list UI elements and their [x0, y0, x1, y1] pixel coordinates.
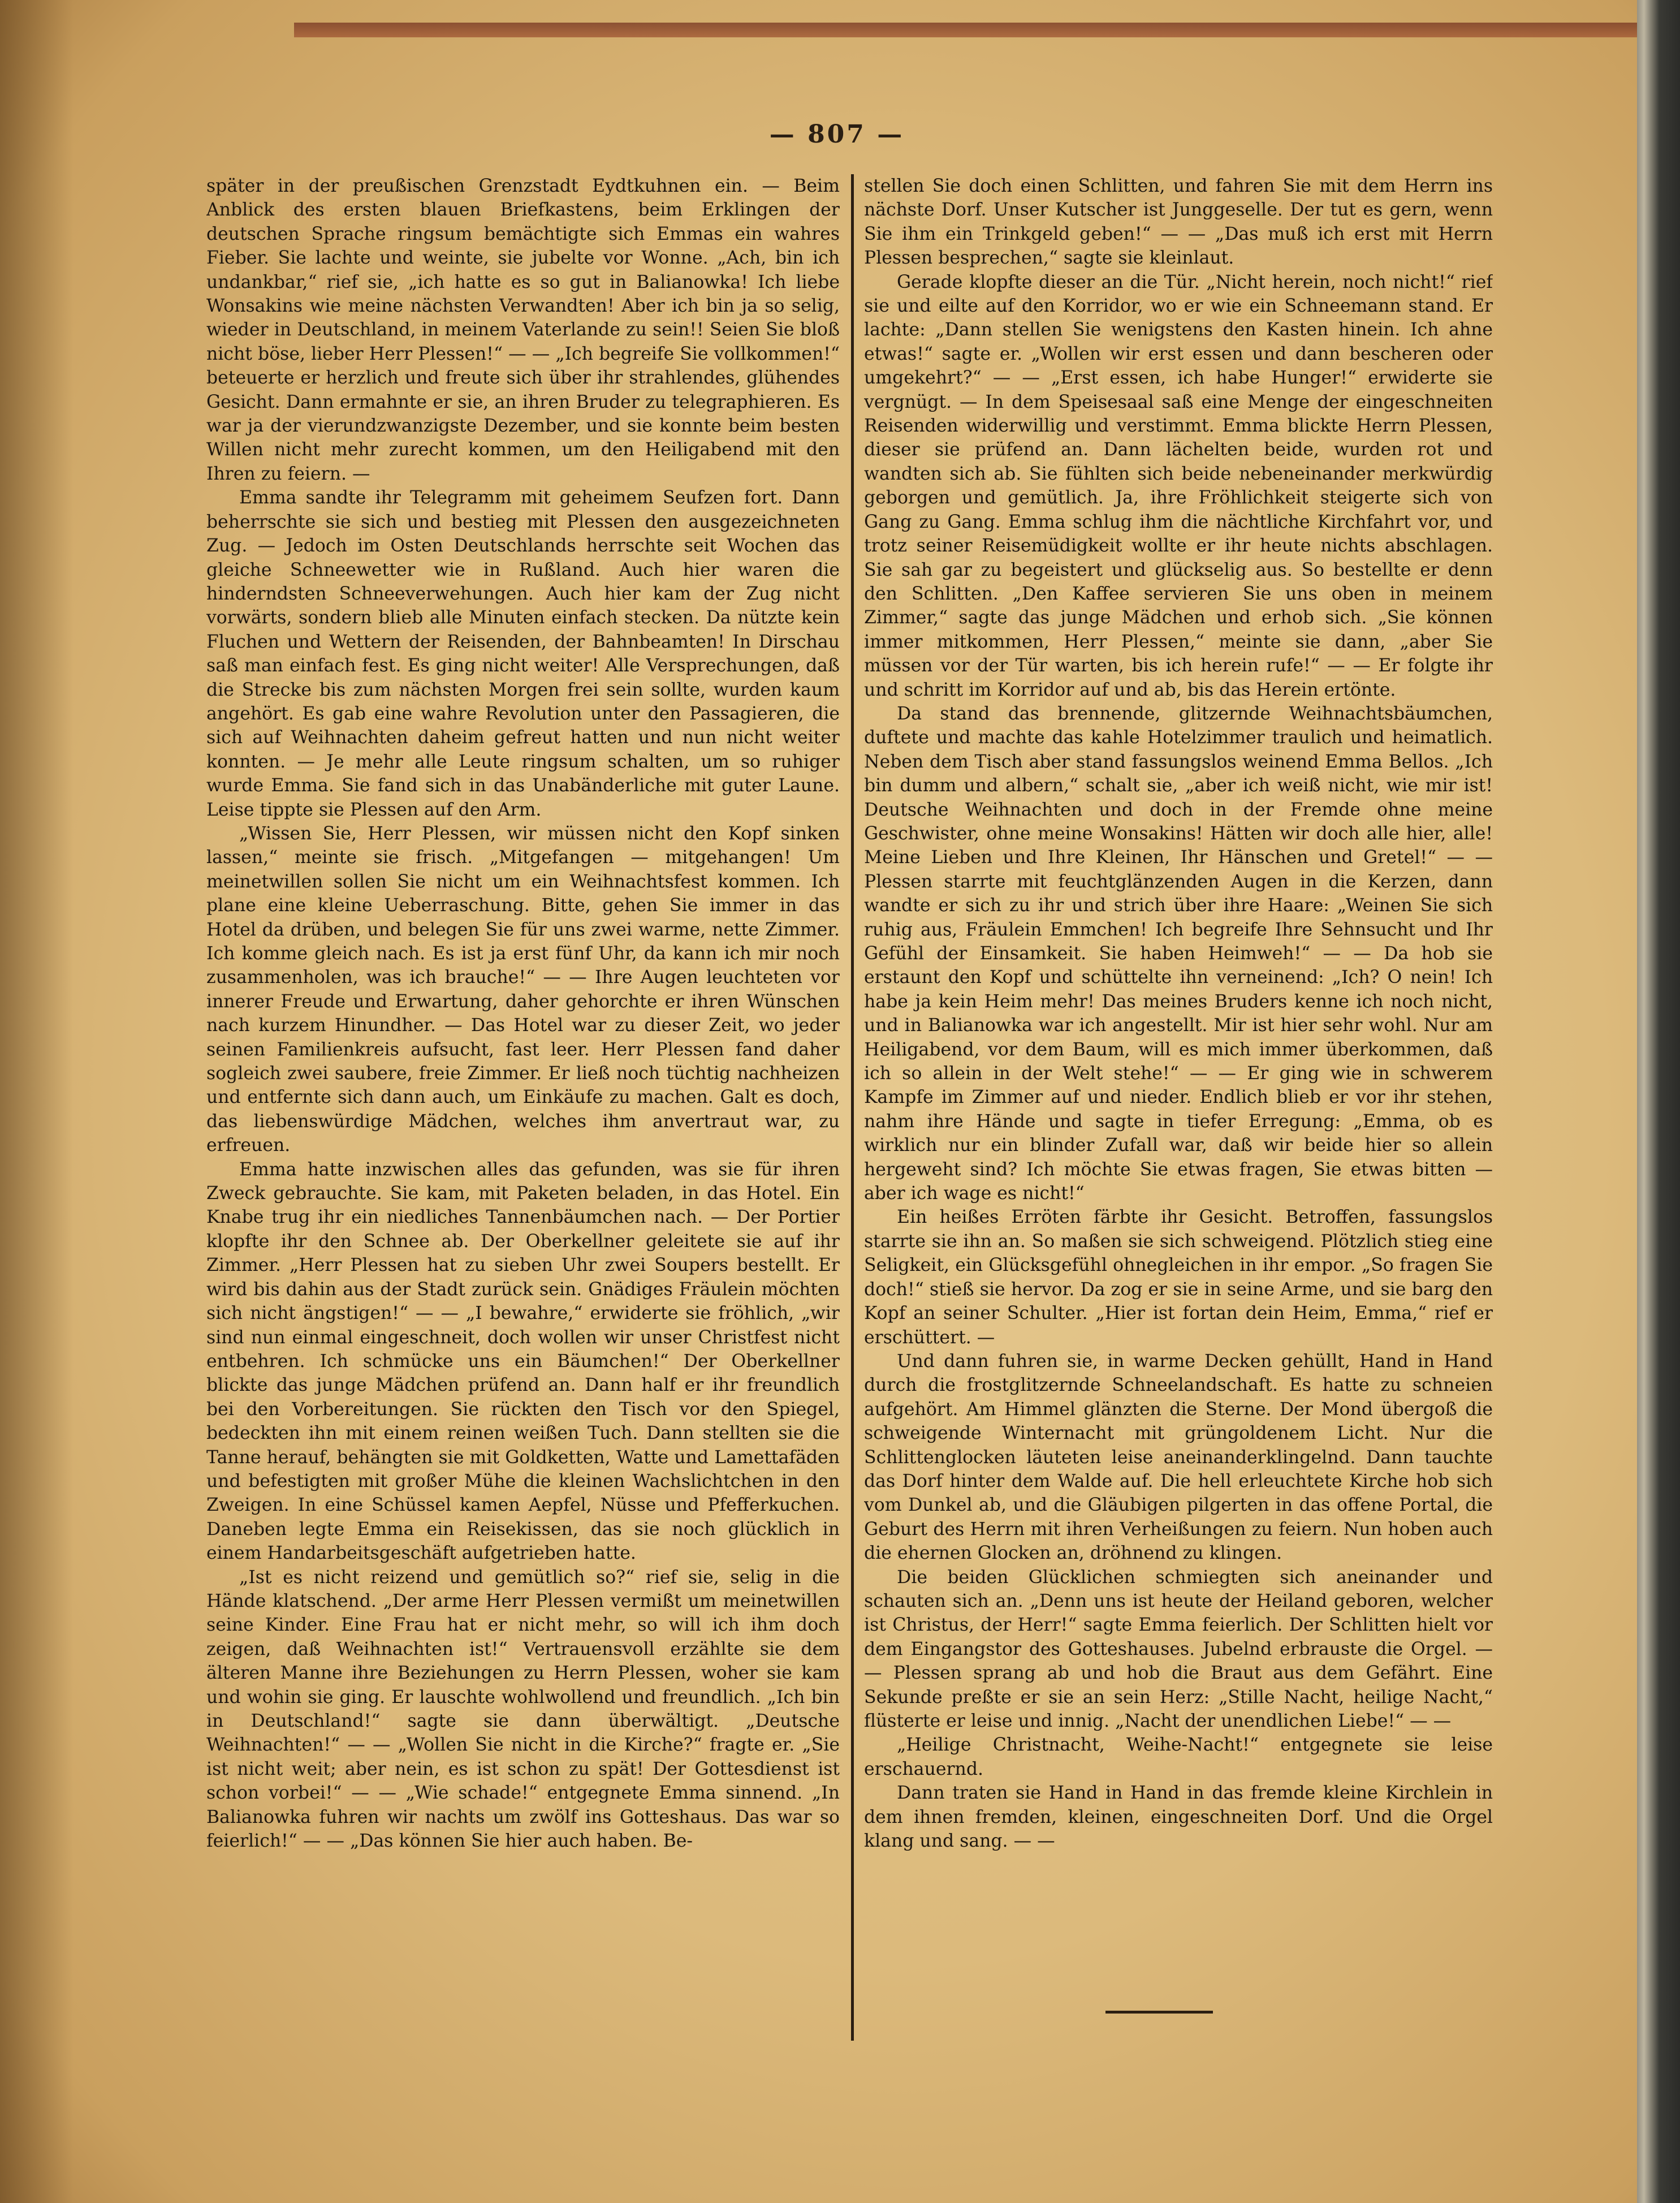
- paragraph: „Ist es nicht reizend und gemütlich so?“ rief sie, selig in die Hände klatschend. „Der arme Herr Plessen vermißt um meinetwillen seine Kinder. Eine Frau hat er nicht mehr, so will ich ihm doch zeigen, daß Weihnachten ist!“ Vertrauensvoll erzählte sie dem älteren Manne ihre Beziehungen zu Herrn Plessen, woher sie kam und wohin sie ging. Er lauschte wohlwollend und freundlich. „Ich bin in Deutschland!“ sagte sie dann überwältigt. „Deutsche Weihnachten!“ — — „Wollen Sie nicht in die Kirche?“ fragte er. „Sie ist nicht weit; aber nein, es ist schon zu spät! Der Gottesdienst ist schon vorbei!“ — — „Wie schade!“ entgegnete Emma sinnend. „In Balianowka fuhren wir nachts um zwölf ins Gotteshaus. Das war so feierlich!“ — — „Das können Sie hier auch haben. Be-: [206, 1567, 840, 1852]
- paragraph: Emma hatte inzwischen alles das gefunden, was sie für ihren Zweck gebrauchte. Sie kam, mit Paketen beladen, in das Hotel. Ein Knabe trug ihr ein niedliches Tannenbäumchen nach. — Der Portier klopfte ihr den Schnee ab. Der Oberkellner geleitete sie auf ihr Zimmer. „Herr Plessen hat zu sieben Uhr zwei Soupers bestellt. Er wird bis dahin aus der Stadt zurück sein. Gnädiges Fräulein möchten sich nicht ängstigen!“ — — „I bewahre,“ erwiderte sie fröhlich, „wir sind nun einmal eingeschneit, doch wollen wir unser Christfest nicht entbehren. Ich schmücke uns ein Bäumchen!“ Der Oberkellner blickte das junge Mädchen prüfend an. Dann half er ihr freundlich bei den Vorbereitungen. Sie rückten den Tisch vor den Spiegel, bedeckten ihn mit einem reinen weißen Tuch. Dann stellten sie die Tanne herauf, behängten sie mit Goldketten, Watte und Lamettafäden und befestigten mit großer Mühe die kleinen Wachslichtchen in den Zweigen. In eine Schüssel kamen Aepfel, Nüsse und Pfefferkuchen. Daneben legte Emma ein Reisekissen, das sie noch glücklich in einem Handarbeitsgeschäft aufgetrieben hatte.: [206, 1159, 840, 1564]
- right-column: [864, 174, 1493, 2097]
- paragraph: stellen Sie doch einen Schlitten, und fahren Sie mit dem Herrn ins nächste Dorf. Unser Kutscher ist Junggeselle. Der tut es gern, wenn Sie ihm ein Trinkgeld geben!“ — — „Das muß ich erst mit Herrn Plessen besprechen,“ sagte sie kleinlaut.: [864, 176, 1493, 269]
- column-divider: [851, 174, 854, 2041]
- left-column: [206, 174, 840, 2097]
- binding-strip: [294, 23, 1637, 37]
- paragraph: Gerade klopfte dieser an die Tür. „Nicht herein, noch nicht!“ rief sie und eilte auf den Korridor, wo er wie ein Schneemann stand. Er lachte: „Dann stellen Sie wenigstens den Kasten hinein. Ich ahne etwas!“ sagte er. „Wollen wir erst essen und dann bescheren oder umgekehrt?“ — — „Erst essen, ich habe Hunger!“ erwiderte sie vergnügt. — In dem Speisesaal saß eine Menge der eingeschneiten Reisenden widerwillig und verstimmt. Emma blickte Herrn Plessen, dieser sie prüfend an. Dann lächelten beide, wurden rot und wandten sich ab. Sie fühlten sich beide nebeneinander merkwürdig geborgen und gemütlich. Ja, ihre Fröhlichkeit steigerte sich von Gang zu Gang. Emma schlug ihm die nächtliche Kirchfahrt vor, und trotz seiner Reisemüdigkeit wollte er ihr heute nichts abschlagen. Sie sah gar zu begeistert und glückselig aus. So bestellte er denn den Schlitten. „Den Kaffee servieren Sie uns oben in meinem Zimmer,“ sagte das junge Mädchen und erhob sich. „Sie können immer mitkommen, Herr Plessen,“ meinte sie dann, „aber Sie müssen vor der Tür warten, bis ich herein rufe!“ — — Er folgte ihr und schritt im Korridor auf und ab, bis das Herein ertönte.: [864, 271, 1493, 700]
- paragraph: Dann traten sie Hand in Hand in das fremde kleine Kirchlein in dem ihnen fremden, kleinen, eingeschneiten Dorf. Und die Orgel klang und sang. — —: [864, 1783, 1493, 1852]
- paragraph: Ein heißes Erröten färbte ihr Gesicht. Betroffen, fassungslos starrte sie ihn an. So maßen sie sich schweigend. Plötzlich stieg eine Seligkeit, ein Glücksgefühl ohnegleichen in ihr empor. „So fragen Sie doch!“ stieß sie hervor. Da zog er sie in seine Arme, und sie barg den Kopf an seiner Schulter. „Hier ist fortan dein Heim, Emma,“ rief er erschüttert. —: [864, 1207, 1493, 1348]
- gutter-shadow: [0, 0, 74, 2203]
- page-number: — 807 —: [769, 120, 905, 149]
- paragraph: später in der preußischen Grenzstadt Eydtkuhnen ein. — Beim Anblick des ersten blauen Briefkastens, beim Erklingen der deutschen Sprache ringsum bemächtigte sich Emmas ein wahres Fieber. Sie lachte und weinte, sie jubelte vor Wonne. „Ach, bin ich undankbar,“ rief sie, „ich hatte es so gut in Balianowka! Ich liebe Wonsakins wie meine nächsten Verwandten! Aber ich bin ja so selig, wieder in Deutschland, in meinem Vaterlande zu sein!! Seien Sie bloß nicht böse, lieber Herr Plessen!“ — — „Ich begreife Sie vollkommen!“ beteuerte er herzlich und freute sich über ihr strahlendes, glühendes Gesicht. Dann ermahnte er sie, an ihren Bruder zu telegraphieren. Es war ja der vierundzwanzigste Dezember, und sie konnte beim besten Willen nicht mehr zurecht kommen, um den Heiligabend mit den Ihren zu feiern. —: [206, 176, 840, 484]
- end-rule: [1105, 2011, 1213, 2014]
- paragraph: Die beiden Glücklichen schmiegten sich aneinander und schauten sich an. „Denn uns ist heute der Heiland geboren, welcher ist Christus, der Herr!“ sagte Emma feierlich. Der Schlitten hielt vor dem Eingangstor des Gotteshauses. Jubelnd erbrauste die Orgel. — — Plessen sprang ab und hob die Braut aus dem Gefährt. Eine Sekunde preßte er sie an sein Herz: „Stille Nacht, heilige Nacht,“ flüsterte er leise und innig. „Nacht der unendlichen Liebe!“ — —: [864, 1567, 1493, 1731]
- paragraph: „Heilige Christnacht, Weihe-Nacht!“ entgegnete sie leise erschauernd.: [864, 1735, 1493, 1779]
- paragraph: Emma sandte ihr Telegramm mit geheimem Seufzen fort. Dann beherrschte sie sich und bestieg mit Plessen den ausgezeichneten Zug. — Jedoch im Osten Deutschlands herrschte seit Wochen das gleiche Schneewetter wie in Rußland. Auch hier waren die hinderndsten Schneeverwehungen. Auch hier kam der Zug nicht vorwärts, sondern blieb alle Minuten einfach stecken. Da nützte kein Fluchen und Wettern der Reisenden, der Bahnbeamten! In Dirschau saß man einfach fest. Es ging nicht weiter! Alle Versprechungen, daß die Strecke bis zum nächsten Morgen frei sein sollte, wurden kaum angehört. Es gab eine wahre Revolution unter den Passagieren, die sich auf Weihnachten daheim gefreut hatten und nun nicht weiter konnten. — Je mehr alle Leute ringsum schalten, um so ruhiger wurde Emma. Sie fand sich in das Unabänderliche mit guter Laune. Leise tippte sie Plessen auf den Arm.: [206, 488, 840, 820]
- paragraph: Und dann fuhren sie, in warme Decken gehüllt, Hand in Hand durch die frostglitzernde Schneelandschaft. Es hatte zu schneien aufgehört. Am Himmel glänzten die Sterne. Der Mond übergoß die schweigende Winternacht mit grüngoldenem Licht. Nur die Schlittenglocken läuteten leise aneinanderklingelnd. Dann tauchte das Dorf hinter dem Walde auf. Die hell erleuchtete Kirche hob sich vom Dunkel ab, und die Gläubigen pilgerten in das offene Portal, die Geburt des Herrn mit ihren Verheißungen zu feiern. Nun hoben auch die ehernen Glocken an, dröhnend zu klingen.: [864, 1351, 1493, 1564]
- paragraph: „Wissen Sie, Herr Plessen, wir müssen nicht den Kopf sinken lassen,“ meinte sie frisch. „Mitgefangen — mitgehangen! Um meinetwillen sollen Sie nicht um ein Weihnachtsfest kommen. Ich plane eine kleine Ueberraschung. Bitte, gehen Sie immer in das Hotel da drüben, und belegen Sie für uns zwei warme, nette Zimmer. Ich komme gleich nach. Es ist ja erst fünf Uhr, da kann ich mir noch zusammenholen, was ich brauche!“ — — Ihre Augen leuchteten vor innerer Freude und Erwartung, daher gehorchte er ihren Wünschen nach kurzem Hinundher. — Das Hotel war zu dieser Zeit, wo jeder seinen Familienkreis aufsucht, fast leer. Herr Plessen fand daher sogleich zwei saubere, freie Zimmer. Er ließ noch tüchtig nachheizen und entfernte sich dann auch, um Einkäufe zu machen. Galt es doch, das liebenswürdige Mädchen, welches ihm anvertraut war, zu erfreuen.: [206, 823, 840, 1156]
- paragraph: Da stand das brennende, glitzernde Weihnachtsbäumchen, duftete und machte das kahle Hotelzimmer traulich und heimatlich. Neben dem Tisch aber stand fassungslos weinend Emma Bellos. „Ich bin dumm und albern,“ schalt sie, „aber ich weiß nicht, wie mir ist! Deutsche Weihnachten und doch in der Fremde ohne meine Geschwister, ohne meine Wonsakins! Hätten wir doch alle hier, alle! Meine Lieben und Ihre Kleinen, Ihr Hänschen und Gretel!“ — — Plessen starrte mit feuchtglänzenden Augen in die Kerzen, dann wandte er sich zu ihr und strich über ihre Haare: „Weinen Sie sich ruhig aus, Fräulein Emmchen! Ich begreife Ihre Sehnsucht und Ihr Gefühl der Einsamkeit. Sie haben Heimweh!“ — — Da hob sie erstaunt den Kopf und schüttelte ihn verneinend: „Ich? O nein! Ich habe ja kein Heim mehr! Das meines Bruders kenne ich noch nicht, und in Balianowka war ich angestellt. Mir ist hier sehr wohl. Nur am Heiligabend, vor dem Baum, will es mich immer überkommen, daß ich so allein in der Welt stehe!“ — — Er ging wie in schwerem Kampfe im Zimmer auf und nieder. Endlich blieb er vor ihr stehen, nahm ihre Hände und sagte in tiefer Erregung: „Emma, ob es wirklich nur ein blinder Zufall war, daß wir beide hier so allein hergeweht sind? Ich möchte Sie etwas fragen, Sie etwas bitten — aber ich wage es nicht!“: [864, 703, 1493, 1204]
